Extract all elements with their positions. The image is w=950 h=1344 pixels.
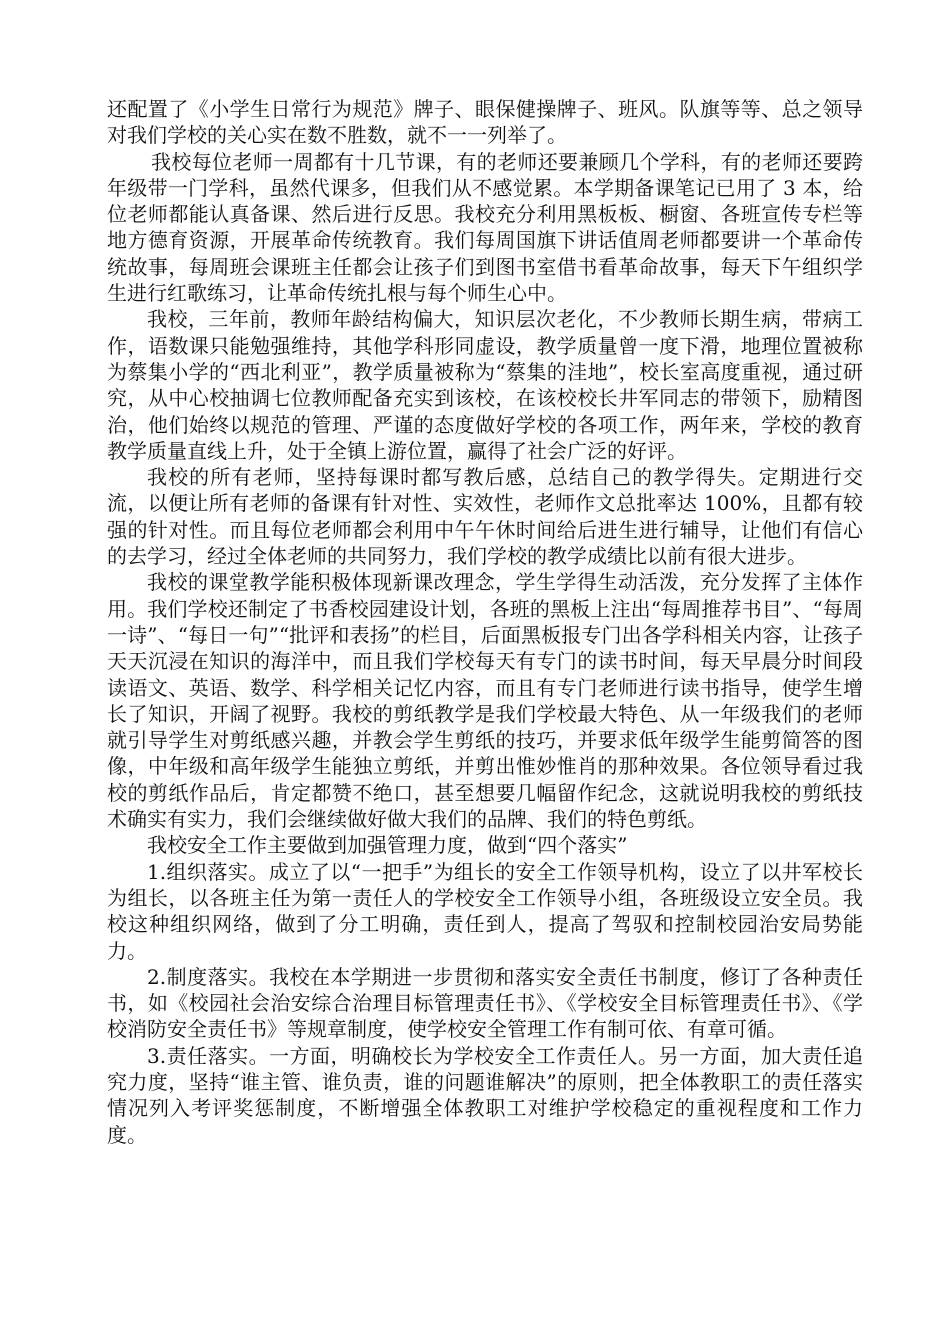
paragraph-6: 我校安全工作主要做到加强管理力度，做到“四个落实” (147, 833, 628, 858)
document-body (107, 96, 863, 1148)
paragraph-5: 我校的课堂教学能积极体现新课改理念，学生学得生动活泼，充分发挥了主体作用。我们学校还制定了书香校园建设计划，各班的黑板上注出“每周推荐书目”、“每周一诗”、“每日一句”“批评和表扬”的栏目，后面黑板报专门出各学科相关内容，让孩子天天沉浸在知识的海洋中，而且我们学校每天有专门的读书时间，每天早晨分时间段读语文、英语、数学、科学相关记忆内容，而且有专门老师进行读书指导，使学生增长了知识，开阔了视野。我校的剪纸教学是我们学校最大特色、从一年级我们的老师就引导学生对剪纸感兴趣，并教会学生剪纸的技巧，并要求低年级学生能剪简答的图像，中年级和高年级学生能独立剪纸，并剪出惟妙惟肖的那种效果。各位领导看过我校的剪纸作品后，肯定都赞不绝口，甚至想要几幅留作纪念，这就说明我校的剪纸技术确实有实力，我们会继续做好做大我们的品牌、我们的特色剪纸。 (107, 570, 863, 832)
paragraph-8: 2.制度落实。我校在本学期进一步贯彻和落实安全责任书制度，修订了各种责任书，如《校园社会治安综合治理目标管理责任书》、《学校安全目标管理责任书》、《学校消防安全责任书》等规章制度，使学校安全管理工作有制可依、有章可循。 (107, 964, 863, 1042)
paragraph-2: 我校每位老师一周都有十几节课，有的老师还要兼顾几个学科，有的老师还要跨年级带一门学科，虽然代课多，但我们从不感觉累。本学期备课笔记已用了 3 本，给位老师都能认真备课、然后进行反思。我校充分利用黑板板、橱窗、各班宣传专栏等地方德育资源，开展革命传统教育。我们每周国旗下讲话值周老师都要讲一个革命传统故事，每周班会课班主任都会让孩子们到图书室借书看革命故事，每天下午组织学生进行红歌练习，让革命传统扎根与每个师生心中。 (107, 149, 863, 306)
paragraph-7: 1.组织落实。成立了以“一把手”为组长的安全工作领导机构，设立了以井军校长为组长，以各班主任为第一责任人的学校安全工作领导小组，各班级设立安全员。我校这种组织网络，做到了分工明确，责任到人，提高了驾驭和控制校园治安局势能力。 (107, 859, 863, 963)
paragraph-9: 3.责任落实。一方面，明确校长为学校安全工作责任人。另一方面，加大责任追究力度，坚持“谁主管、谁负责，谁的问题谁解决”的原则，把全体教职工的责任落实情况列入考评奖惩制度，不断增强全体教职工对维护学校稳定的重视程度和工作力度。 (107, 1043, 863, 1147)
paragraph-4: 我校的所有老师，坚持每课时都写教后感，总结自己的教学得失。定期进行交流，以便让所有老师的备课有针对性、实效性，老师作文总批率达 100%，且都有较强的针对性。而且每位老师都会利用中午午休时间给后进生进行辅导，让他们有信心的去学习，经过全体老师的共同努力，我们学校的教学成绩比以前有很大进步。 (107, 465, 863, 569)
paragraph-3: 我校，三年前，教师年龄结构偏大，知识层次老化，不少教师长期生病，带病工作，语数课只能勉强维持，其他学科形同虚设，教学质量曾一度下滑，地理位置被称为蔡集小学的“西北利亚”，教学质量被称为“蔡集的洼地”，校长室高度重视，通过研究，从中心校抽调七位教师配备充实到该校，在该校校长井军同志的带领下，励精图治，他们始终以规范的管理、严谨的态度做好学校的各项工作，两年来，学校的教育教学质量直线上升，处于全镇上游位置，赢得了社会广泛的好评。 (107, 307, 863, 463)
paragraph-1: 还配置了《小学生日常行为规范》牌子、眼保健操牌子、班风。队旗等等、总之领导对我们学校的关心实在数不胜数，就不一一列举了。 (107, 97, 863, 148)
